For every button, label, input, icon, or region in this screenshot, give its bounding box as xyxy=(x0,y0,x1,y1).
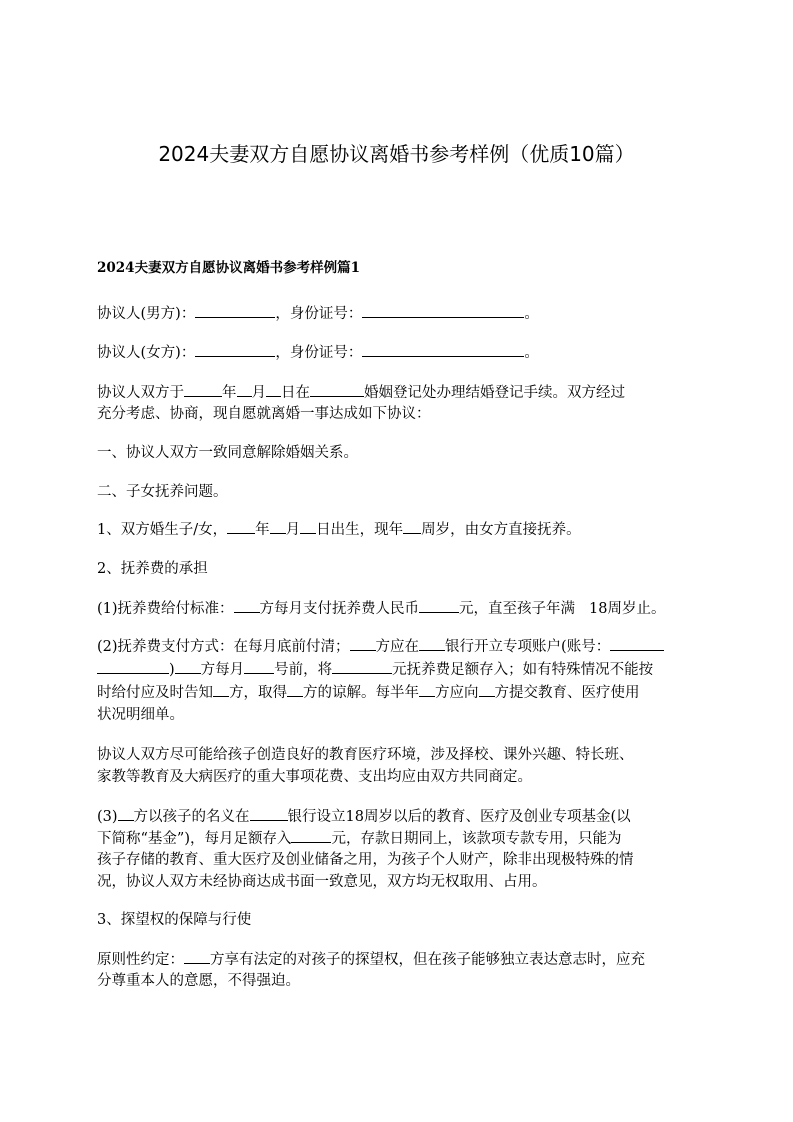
account-number-blank-2[interactable] xyxy=(97,658,169,674)
child-birth-line: 1、双方婚生子/女， 年 月 日出生，现年 周岁，由女方直接抚养。 xyxy=(97,518,701,541)
birth-year-blank[interactable] xyxy=(227,518,255,534)
fund-amount-blank[interactable] xyxy=(291,827,331,843)
marriage-registration-line1: 协议人双方于 年 月 日在 婚姻登记处办理结婚登记手续。双方经过 xyxy=(97,381,701,404)
account-party-blank[interactable] xyxy=(350,635,376,651)
consent-party-blank[interactable] xyxy=(287,681,303,697)
wife-name-blank[interactable] xyxy=(195,341,275,357)
fund-bank-blank[interactable] xyxy=(250,805,288,821)
husband-name-blank[interactable] xyxy=(195,302,275,318)
fund-line3: 孩子存储的教育、重大医疗及创业储备之用，为孩子个人财产，除非出现极特殊的情 xyxy=(97,852,634,868)
account-number-blank-1[interactable] xyxy=(610,635,664,651)
document-title: 2024夫妻双方自愿协议离婚书参考样例（优质10篇） xyxy=(158,142,635,166)
wife-id-blank[interactable] xyxy=(362,341,524,357)
section-heading: 2024夫妻双方自愿协议离婚书参考样例篇1 xyxy=(97,260,360,276)
fund-line2: 下简称“基金”)，每月足额存入 元，存款日期同上，该款项专款专用，只能为 xyxy=(97,827,701,850)
bank-name-blank[interactable] xyxy=(419,635,445,651)
fund-party-blank[interactable] xyxy=(118,805,134,821)
reg-year-blank[interactable] xyxy=(184,381,222,397)
husband-id-blank[interactable] xyxy=(362,302,524,318)
fund-line4: 况，协议人双方未经协商达成书面一致意见，双方均无权取用、占用。 xyxy=(97,874,547,890)
child-age-blank[interactable] xyxy=(403,518,421,534)
birth-month-blank[interactable] xyxy=(270,518,286,534)
education-medical-line1: 协议人双方尽可能给孩子创造良好的教育医疗环境，涉及择校、课外兴趣、特长班、 xyxy=(97,747,634,763)
husband-info-line: 协议人(男方)： ，身份证号： 。 xyxy=(97,302,701,325)
visitation-heading: 3、探望权的保障与行使 xyxy=(97,912,252,928)
clause-one: 一、协议人双方一致同意解除婚姻关系。 xyxy=(97,445,358,461)
report-party-blank[interactable] xyxy=(419,681,435,697)
deposit-party-blank[interactable] xyxy=(175,658,201,674)
reg-day-blank[interactable] xyxy=(266,381,281,397)
education-medical-line2: 家教等教育及大病医疗的重大事项花费、支出均应由双方共同商定。 xyxy=(97,769,532,785)
reg-month-blank[interactable] xyxy=(237,381,252,397)
reg-office-blank[interactable] xyxy=(310,381,364,397)
payment-method-line3: 时给付应及时告知 方，取得 方的谅解。每半年 方应向 方提交教育、医疗使用 xyxy=(97,681,701,704)
visitation-party-blank[interactable] xyxy=(184,948,210,964)
visitation-line1: 原则性约定： 方享有法定的对孩子的探望权，但在孩子能够独立表达意志时，应充 xyxy=(97,948,701,971)
visitation-line2: 分尊重本人的意愿，不得强迫。 xyxy=(97,973,300,989)
payment-method-line4: 状况明细单。 xyxy=(97,707,184,723)
fund-line1: (3) 方以孩子的名义在 银行设立18周岁以后的教育、医疗及创业专项基金(以 xyxy=(97,805,701,828)
payer-party-blank[interactable] xyxy=(234,597,260,613)
birth-day-blank[interactable] xyxy=(300,518,316,534)
deposit-day-blank[interactable] xyxy=(244,658,274,674)
deposit-amount-blank[interactable] xyxy=(332,658,392,674)
clause-two: 二、子女抚养问题。 xyxy=(97,484,228,500)
notify-party-blank[interactable] xyxy=(213,681,229,697)
marriage-registration-line2: 充分考虑、协商，现自愿就离婚一事达成如下协议： xyxy=(97,406,431,422)
support-cost-heading: 2、抚养费的承担 xyxy=(97,561,208,577)
receive-party-blank[interactable] xyxy=(479,681,495,697)
payment-method-line1: (2)抚养费支付方式：在每月底前付清； 方应在 银行开立专项账户(账号： xyxy=(97,635,701,658)
monthly-amount-blank[interactable] xyxy=(419,597,459,613)
support-standard-line: (1)抚养费给付标准： 方每月支付抚养费人民币 元，直至孩子年满 18周岁止。 xyxy=(97,597,701,620)
wife-info-line: 协议人(女方)： ，身份证号： 。 xyxy=(97,341,701,364)
payment-method-line2: ) 方每月 号前，将 元抚养费足额存入；如有特殊情况不能按 xyxy=(97,658,701,681)
